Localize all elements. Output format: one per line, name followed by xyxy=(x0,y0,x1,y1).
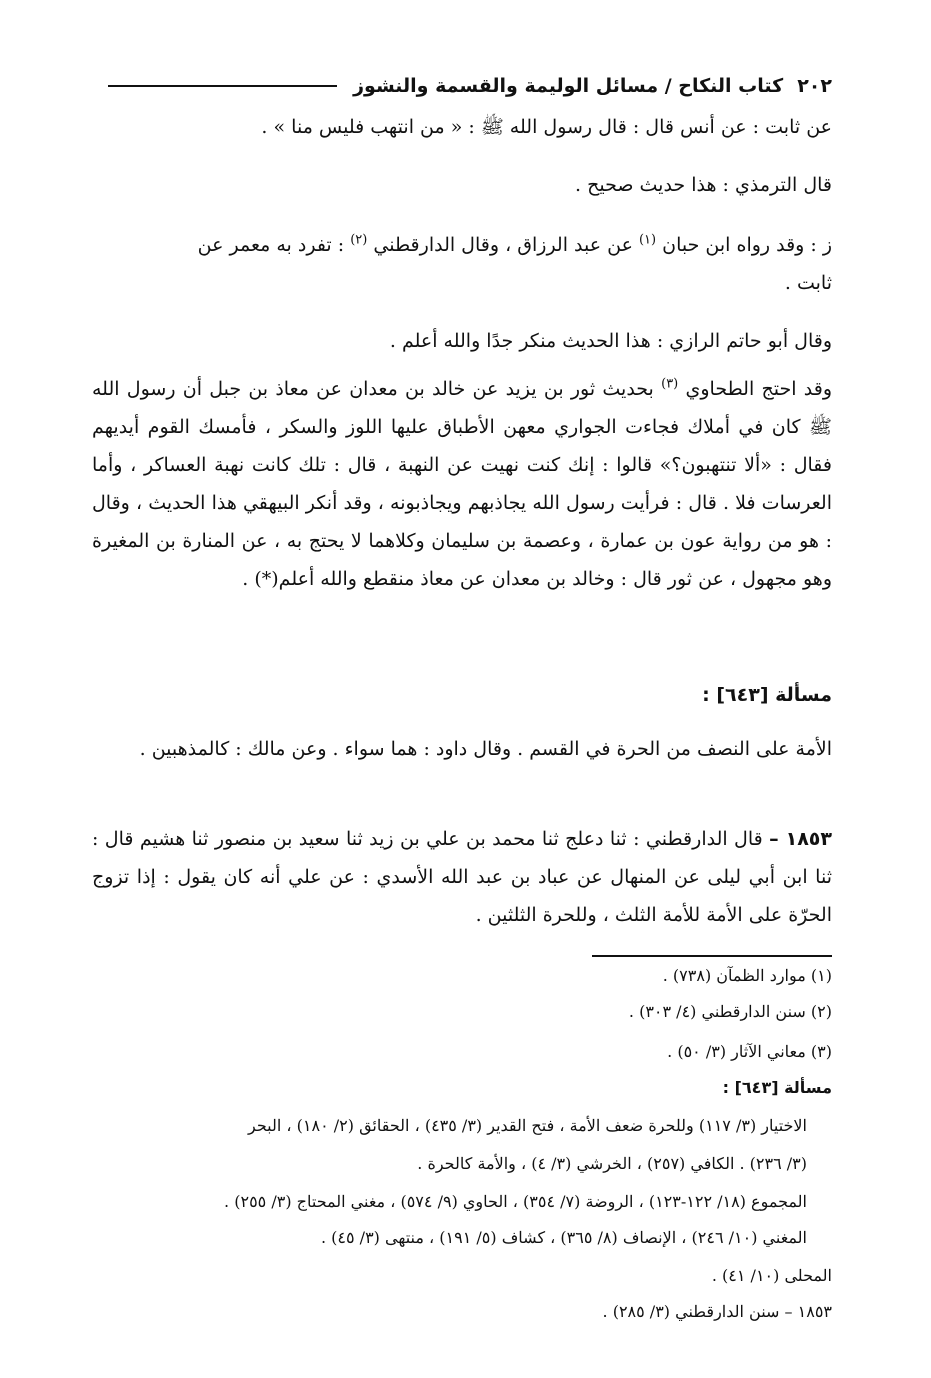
body-line-3 xyxy=(92,226,832,264)
footnote-ref-hanafi: الاختيار (٣/ ١١٧) وللحرة ضعف الأمة ، فتح القدير (٣/ ٤٣٥) ، الحقائق (٢/ ١٨٠) ، البحر xyxy=(247,1116,807,1135)
footnote-ref-hanbali: المغني (١٠/ ٢٤٦) ، الإنصاف (٨/ ٣٦٥) ، كشاف (٥/ ١٩١) ، منتهى (٣/ ٤٥) . xyxy=(320,1228,807,1247)
footnote-ref-1[interactable]: (١) xyxy=(638,232,657,248)
body-line-4: ثابت . xyxy=(784,272,832,294)
running-header xyxy=(92,66,832,106)
footnote-ref-shafii: المجموع (١٨/ ١٢٢-١٢٣) ، الروضة (٧/ ٣٥٤) ، الحاوي (٩/ ٥٧٤) ، مغني المحتاج (٣/ ٢٥٥) . xyxy=(224,1192,807,1211)
body-line-5: وقال أبو حاتم الرازي : هذا الحديث منكر جدًا والله أعلم . xyxy=(389,330,832,352)
footnote-ref-2[interactable]: (٢) xyxy=(350,232,368,248)
hadith-number: ١٨٥٣ – xyxy=(769,828,832,850)
tahawi-rest: بحديث ثور بن يزيد عن خالد بن معدان عن معاذ بن جبل أن رسول الله ﷺ كان في أملاك فجاءت الجواري معهن الأطباق عليها اللوز والسكر ، فأمسك القوم أيديهم فقال : «ألا تنتهبون؟» قالوا : إنك كنت نهيت عن النهبة ، قال : تلك كانت نهبة العساكر ، وأما العرسات فلا . قال : فرأيت رسول الله يجاذبهم ويجاذبونه ، وقد أنكر البيهقي هذا الحديث ، وقال : هو من رواية عون بن عمارة ، وعصمة بن سليمان وكلاهما لا يحتج به ، عن المنارة بن المغيرة وهو مجهول ، عن ثور قال : وخالد بن معدان عن معاذ منقطع والله أعلم(*) . xyxy=(92,378,832,590)
footnote-ref-3[interactable]: (٣) xyxy=(661,376,679,392)
daraqutni-text: عن عبد الرزاق ، وقال الدارقطني xyxy=(373,234,633,256)
masala-paragraph: الأمة على النصف من الحرة في القسم . وقال داود : هما سواء . وعن مالك : كالمذهبين . xyxy=(139,738,832,760)
mamar-text: : تفرد به معمر عن xyxy=(197,234,345,256)
footnote-separator xyxy=(592,955,832,957)
body-line-1: عن ثابت : عن أنس قال : قال رسول الله ﷺ : « من انتهب فليس منا » . xyxy=(261,116,832,138)
footnote-ref-muhalla: المحلى (١٠/ ٤١) . xyxy=(711,1266,832,1285)
footnote-masala-heading: مسألة [٦٤٣] : xyxy=(722,1078,832,1097)
footnote-hadith-source: ١٨٥٣ – سنن الدارقطني (٣/ ٢٨٥) . xyxy=(602,1302,832,1321)
tahawi-start: وقد احتج الطحاوي xyxy=(685,378,832,400)
body-line-2: قال الترمذي : هذا حديث صحيح . xyxy=(575,174,832,196)
footnote-2: (٢) سنن الدارقطني (٤/ ٣٠٣) . xyxy=(628,1002,832,1021)
footnote-3: (٣) معاني الآثار (٣/ ٥٠) . xyxy=(667,1042,832,1061)
hadith-text: قال الدارقطني : ثنا دعلج ثنا محمد بن علي بن زيد ثنا سعيد بن منصور ثنا هشيم قال : ثنا ابن أبي ليلى عن المنهال عن عباد بن عبد الله الأسدي : عن علي أنه كان يقول : إذا تزوج الحرّة على الأمة للأمة الثلث ، وللحرة الثلثين . xyxy=(92,828,832,926)
page-number: ٢٠٢ xyxy=(797,75,832,97)
masala-heading: مسألة [٦٤٣] : xyxy=(702,684,832,706)
ibn-hibban-text: ز : وقد رواه ابن حبان xyxy=(662,234,832,256)
hadith-paragraph xyxy=(92,820,832,938)
footnote-ref-maliki: (٣/ ٢٣٦) . الكافي (٢٥٧) ، الخرشي (٣/ ٤) ، والأمة كالحرة . xyxy=(417,1154,807,1173)
chapter-title: كتاب النكاح / مسائل الوليمة والقسمة والنشوز xyxy=(353,75,784,97)
header-rule xyxy=(108,85,337,87)
tahawi-paragraph xyxy=(92,370,832,676)
footnote-1: (١) موارد الظمآن (٧٣٨) . xyxy=(662,966,832,985)
